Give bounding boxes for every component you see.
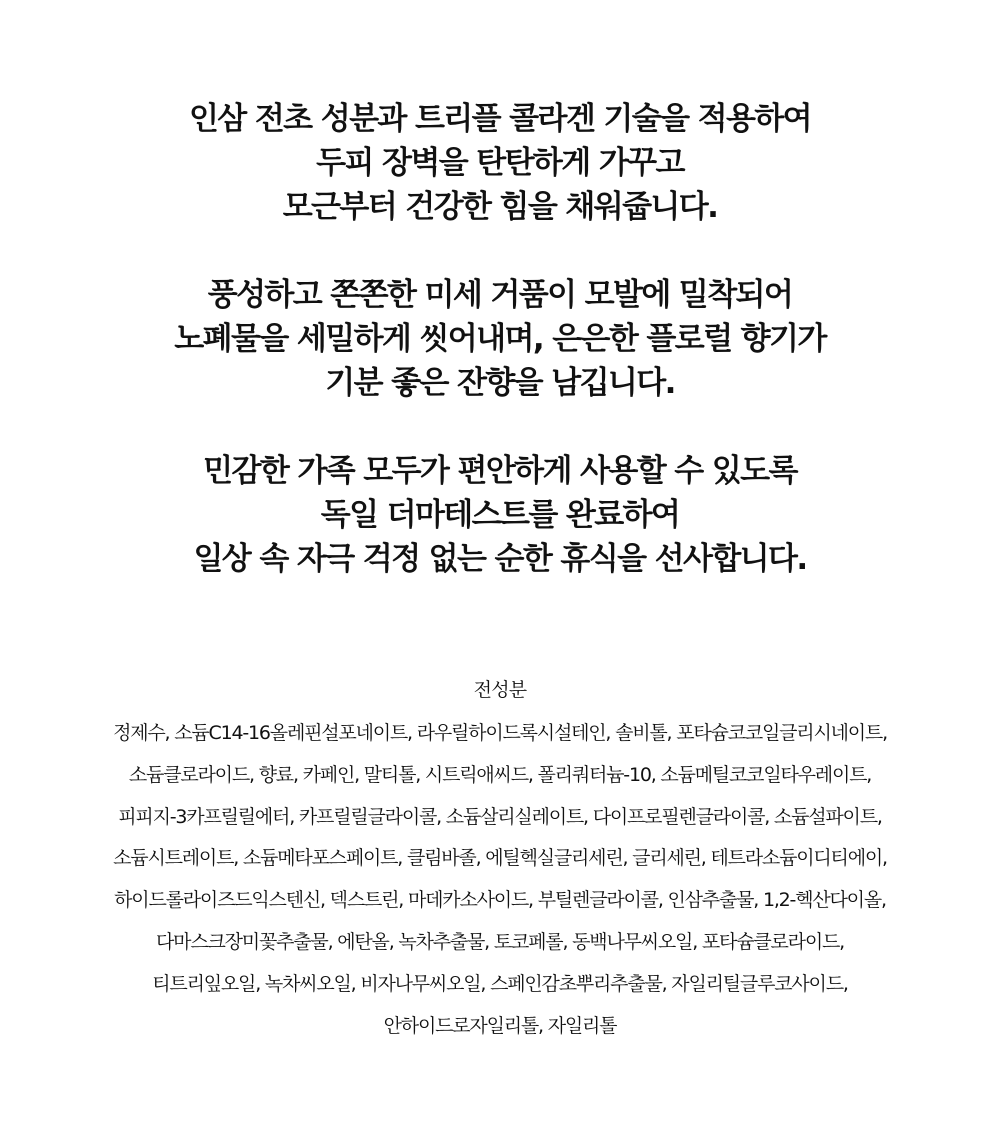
ingredients-title: 전성분 <box>473 679 527 701</box>
intro-line: 노폐물을 세밀하게 씻어내며, 은은한 플로럴 향기가 <box>174 321 826 357</box>
intro-line: 인삼 전초 성분과 트리플 콜라겐 기술을 적용하여 <box>188 101 812 137</box>
ingredients-line: 하이드롤라이즈드익스텐신, 덱스트린, 마데카소사이드, 부틸렌글라이콜, 인삼추출물, 1,2-헥산다이올, <box>114 889 886 912</box>
ingredients-line: 소듐클로라이드, 향료, 카페인, 말티톨, 시트릭애씨드, 폴리쿼터늄-10, 소듐메틸코코일타우레이트, <box>128 763 872 786</box>
intro-line: 민감한 가족 모두가 편안하게 사용할 수 있도록 <box>203 453 797 489</box>
intro-paragraph-1 <box>0 97 1000 229</box>
intro-paragraph-2 <box>0 273 1000 405</box>
intro-line: 두피 장벽을 탄탄하게 가꾸고 <box>316 145 684 181</box>
intro-line: 일상 속 자극 걱정 없는 순한 휴식을 선사합니다. <box>193 541 807 577</box>
intro-paragraph-3 <box>0 449 1000 581</box>
ingredients-line: 피피지-3카프릴릴에터, 카프릴릴글라이콜, 소듐살리실레이트, 다이프로필렌글라이콜, 소듐설파이트, <box>118 805 882 828</box>
ingredients-line: 티트리잎오일, 녹차씨오일, 비자나무씨오일, 스페인감초뿌리추출물, 자일리틸글루코사이드, <box>152 972 848 995</box>
ingredients-line: 안하이드로자일리톨, 자일리톨 <box>383 1014 617 1037</box>
intro-line: 풍성하고 쫀쫀한 미세 거품이 모발에 밀착되어 <box>207 277 793 313</box>
intro-line: 독일 더마테스트를 완료하여 <box>320 497 680 533</box>
ingredients-section <box>30 677 970 1047</box>
ingredients-line: 다마스크장미꽃추출물, 에탄올, 녹차추출물, 토코페롤, 동백나무씨오일, 포타슘클로라이드, <box>156 930 844 953</box>
ingredients-line: 소듐시트레이트, 소듐메타포스페이트, 클림바졸, 에틸헥실글리세린, 글리세린, 테트라소듐이디티에이, <box>113 847 887 870</box>
intro-copy <box>0 97 1000 625</box>
ingredients-line: 정제수, 소듐C14-16올레핀설포네이트, 라우릴하이드록시설테인, 솔비톨, 포타슘코코일글리시네이트, <box>113 722 887 744</box>
intro-line: 모근부터 건강한 힘을 채워줍니다. <box>282 189 718 225</box>
intro-line: 기분 좋은 잔향을 남깁니다. <box>325 365 675 401</box>
